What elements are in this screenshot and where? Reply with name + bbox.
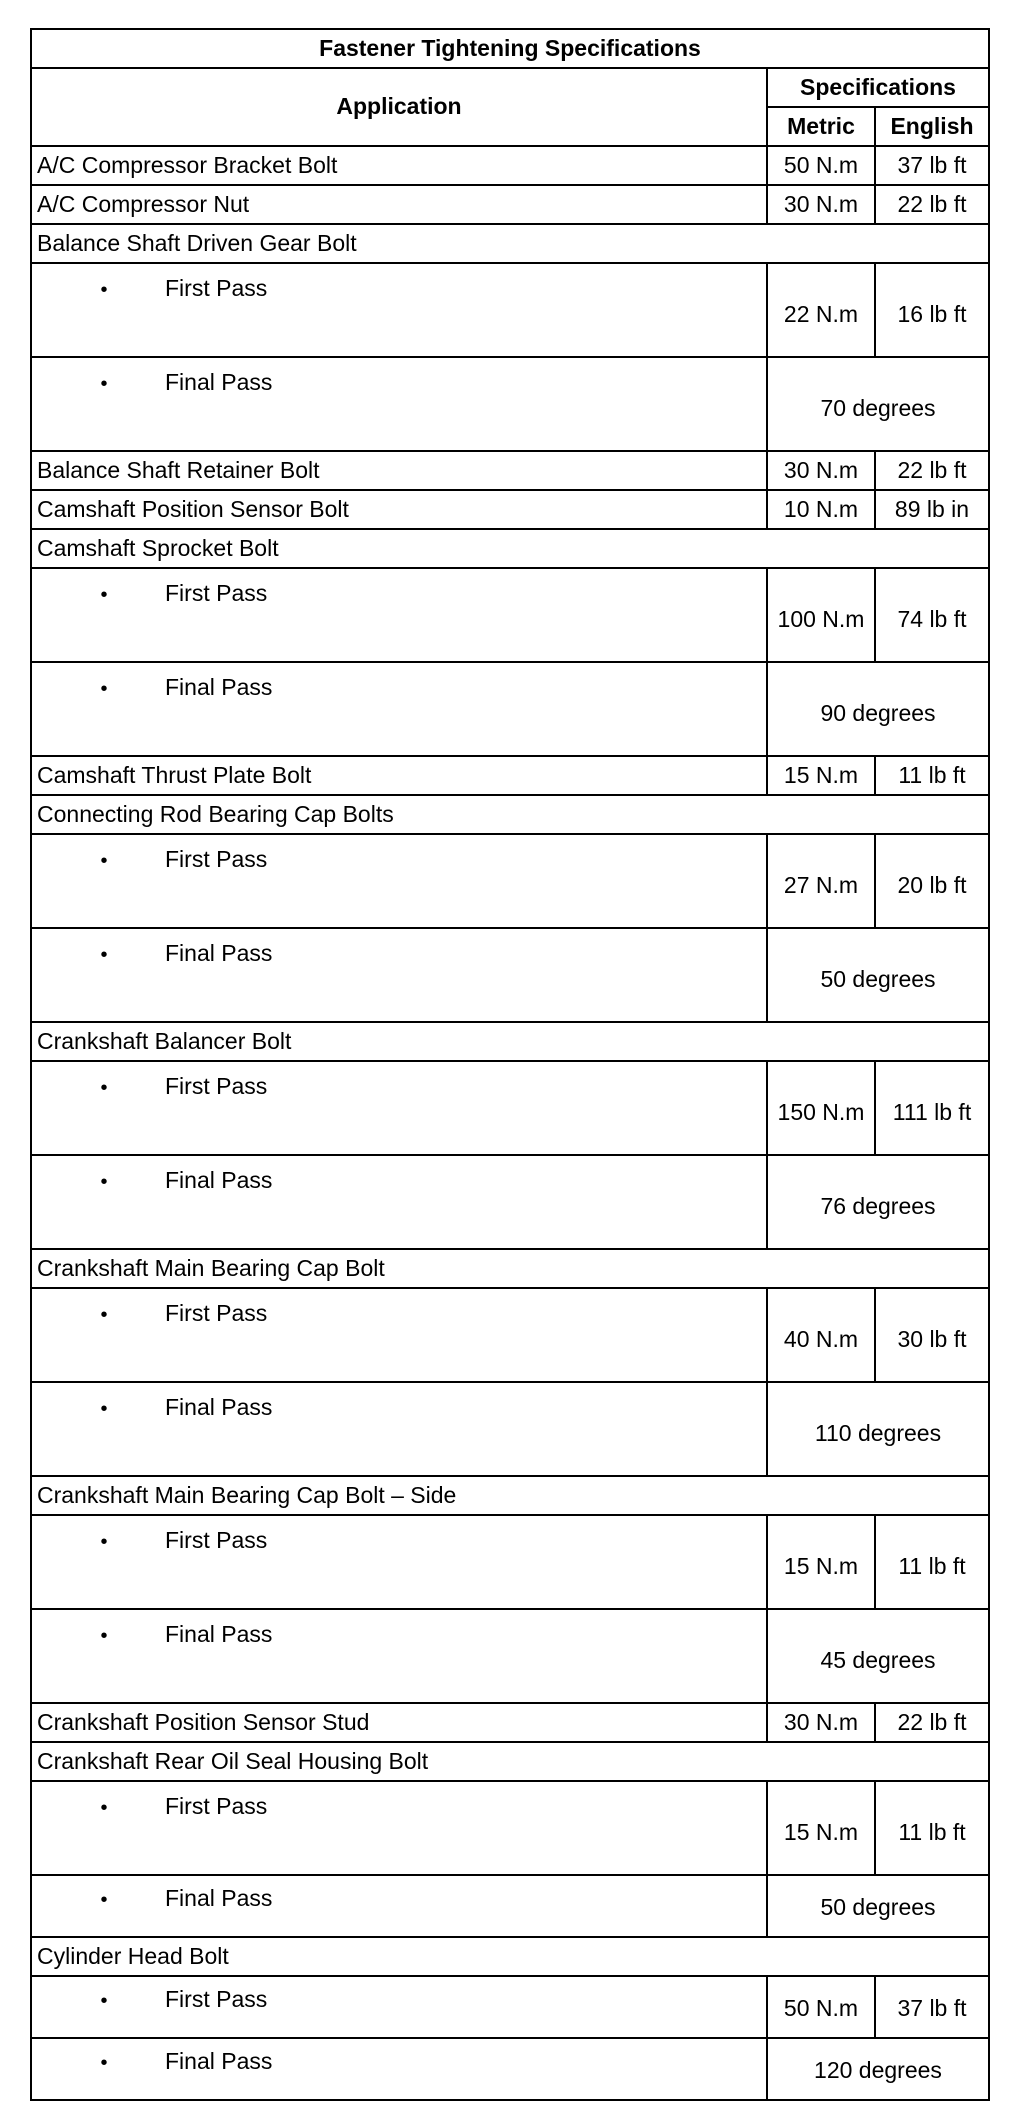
- application-cell: Balance Shaft Retainer Bolt: [31, 451, 767, 490]
- application-cell: Crankshaft Position Sensor Stud: [31, 1703, 767, 1742]
- application-cell: [31, 568, 767, 662]
- english-value-cell: 30 lb ft: [875, 1288, 989, 1382]
- metric-value-cell: 15 N.m: [767, 1515, 875, 1609]
- angle-spec-cell: 70 degrees: [767, 357, 989, 451]
- english-value-cell: 37 lb ft: [875, 1976, 989, 2038]
- metric-value-cell: 30 N.m: [767, 185, 875, 224]
- application-cell: A/C Compressor Nut: [31, 185, 767, 224]
- pass-label: First Pass: [165, 846, 268, 872]
- angle-spec-cell: 90 degrees: [767, 662, 989, 756]
- table-row: [31, 1937, 989, 1976]
- bullet-icon: •: [100, 373, 108, 395]
- table-row: [31, 2038, 989, 2100]
- pass-label: First Pass: [165, 1073, 268, 1099]
- application-cell: Camshaft Thrust Plate Bolt: [31, 756, 767, 795]
- metric-header: Metric: [767, 107, 875, 146]
- pass-label: First Pass: [165, 1527, 268, 1553]
- pass-label: Final Pass: [165, 1167, 273, 1193]
- metric-value-cell: 50 N.m: [767, 146, 875, 185]
- metric-value-cell: 40 N.m: [767, 1288, 875, 1382]
- application-cell: [31, 834, 767, 928]
- application-cell: [31, 1976, 767, 2038]
- table-row: [31, 451, 989, 490]
- group-application-cell: Crankshaft Balancer Bolt: [31, 1022, 989, 1061]
- application-cell: [31, 357, 767, 451]
- english-value-cell: 11 lb ft: [875, 1515, 989, 1609]
- table-row: [31, 357, 989, 451]
- table-row: [31, 1742, 989, 1781]
- pass-label: Final Pass: [165, 2048, 273, 2074]
- group-application-cell: Balance Shaft Driven Gear Bolt: [31, 224, 989, 263]
- table-row: [31, 1249, 989, 1288]
- bullet-icon: •: [100, 1077, 108, 1099]
- angle-spec-cell: 50 degrees: [767, 928, 989, 1022]
- metric-value-cell: 150 N.m: [767, 1061, 875, 1155]
- pass-label: First Pass: [165, 275, 268, 301]
- application-cell: [31, 662, 767, 756]
- group-application-cell: Cylinder Head Bolt: [31, 1937, 989, 1976]
- bullet-icon: •: [100, 1531, 108, 1553]
- application-cell: [31, 928, 767, 1022]
- table-row: [31, 263, 989, 357]
- pass-label: First Pass: [165, 1300, 268, 1326]
- table-row: [31, 568, 989, 662]
- table-row: [31, 756, 989, 795]
- group-application-cell: Connecting Rod Bearing Cap Bolts: [31, 795, 989, 834]
- table-row: [31, 795, 989, 834]
- table-row: [31, 1155, 989, 1249]
- angle-spec-cell: 110 degrees: [767, 1382, 989, 1476]
- table-title-row: [31, 29, 989, 68]
- bullet-icon: •: [100, 678, 108, 700]
- table-row: [31, 146, 989, 185]
- metric-value-cell: 30 N.m: [767, 1703, 875, 1742]
- application-cell: [31, 1875, 767, 1937]
- table-row: [31, 185, 989, 224]
- application-cell: [31, 1288, 767, 1382]
- header-row-top: [31, 68, 989, 107]
- table-row: [31, 662, 989, 756]
- bullet-icon: •: [100, 584, 108, 606]
- english-header: English: [875, 107, 989, 146]
- bullet-icon: •: [100, 1625, 108, 1647]
- table-row: [31, 1061, 989, 1155]
- pass-label: Final Pass: [165, 1885, 273, 1911]
- table-row: [31, 224, 989, 263]
- english-value-cell: 111 lb ft: [875, 1061, 989, 1155]
- bullet-icon: •: [100, 279, 108, 301]
- english-value-cell: 89 lb in: [875, 490, 989, 529]
- english-value-cell: 11 lb ft: [875, 756, 989, 795]
- bullet-icon: •: [100, 1398, 108, 1420]
- group-application-cell: Crankshaft Main Bearing Cap Bolt: [31, 1249, 989, 1288]
- angle-spec-cell: 45 degrees: [767, 1609, 989, 1703]
- bullet-icon: •: [100, 2052, 108, 2074]
- table-row: [31, 529, 989, 568]
- table-row: [31, 834, 989, 928]
- application-cell: A/C Compressor Bracket Bolt: [31, 146, 767, 185]
- group-application-cell: Crankshaft Rear Oil Seal Housing Bolt: [31, 1742, 989, 1781]
- table-row: [31, 928, 989, 1022]
- metric-value-cell: 22 N.m: [767, 263, 875, 357]
- bullet-icon: •: [100, 1797, 108, 1819]
- pass-label: Final Pass: [165, 940, 273, 966]
- table-row: [31, 1703, 989, 1742]
- bullet-icon: •: [100, 1889, 108, 1911]
- english-value-cell: 22 lb ft: [875, 1703, 989, 1742]
- table-row: [31, 1976, 989, 2038]
- metric-value-cell: 30 N.m: [767, 451, 875, 490]
- pass-label: Final Pass: [165, 674, 273, 700]
- angle-spec-cell: 120 degrees: [767, 2038, 989, 2100]
- group-application-cell: Camshaft Sprocket Bolt: [31, 529, 989, 568]
- bullet-icon: •: [100, 850, 108, 872]
- english-value-cell: 11 lb ft: [875, 1781, 989, 1875]
- english-value-cell: 16 lb ft: [875, 263, 989, 357]
- table-row: [31, 1022, 989, 1061]
- table-row: [31, 1609, 989, 1703]
- application-header: Application: [31, 68, 767, 146]
- bullet-icon: •: [100, 944, 108, 966]
- angle-spec-cell: 76 degrees: [767, 1155, 989, 1249]
- application-cell: [31, 1609, 767, 1703]
- pass-label: Final Pass: [165, 1394, 273, 1420]
- metric-value-cell: 15 N.m: [767, 1781, 875, 1875]
- application-cell: Camshaft Position Sensor Bolt: [31, 490, 767, 529]
- application-cell: [31, 1155, 767, 1249]
- application-cell: [31, 1515, 767, 1609]
- application-cell: [31, 1382, 767, 1476]
- table-row: [31, 1382, 989, 1476]
- metric-value-cell: 27 N.m: [767, 834, 875, 928]
- table-title: Fastener Tightening Specifications: [31, 29, 989, 68]
- table-row: [31, 1875, 989, 1937]
- metric-value-cell: 10 N.m: [767, 490, 875, 529]
- metric-value-cell: 50 N.m: [767, 1976, 875, 2038]
- english-value-cell: 37 lb ft: [875, 146, 989, 185]
- pass-label: Final Pass: [165, 1621, 273, 1647]
- application-cell: [31, 2038, 767, 2100]
- english-value-cell: 22 lb ft: [875, 185, 989, 224]
- metric-value-cell: 15 N.m: [767, 756, 875, 795]
- fastener-spec-table: [30, 28, 990, 2101]
- application-cell: [31, 1061, 767, 1155]
- table-row: [31, 1476, 989, 1515]
- metric-value-cell: 100 N.m: [767, 568, 875, 662]
- angle-spec-cell: 50 degrees: [767, 1875, 989, 1937]
- group-application-cell: Crankshaft Main Bearing Cap Bolt – Side: [31, 1476, 989, 1515]
- pass-label: First Pass: [165, 580, 268, 606]
- pass-label: First Pass: [165, 1986, 268, 2012]
- spec-table-body: [31, 146, 989, 2100]
- bullet-icon: •: [100, 1990, 108, 2012]
- pass-label: First Pass: [165, 1793, 268, 1819]
- english-value-cell: 74 lb ft: [875, 568, 989, 662]
- application-cell: [31, 263, 767, 357]
- table-row: [31, 490, 989, 529]
- table-row: [31, 1288, 989, 1382]
- bullet-icon: •: [100, 1304, 108, 1326]
- bullet-icon: •: [100, 1171, 108, 1193]
- pass-label: Final Pass: [165, 369, 273, 395]
- application-cell: [31, 1781, 767, 1875]
- table-row: [31, 1781, 989, 1875]
- english-value-cell: 22 lb ft: [875, 451, 989, 490]
- table-row: [31, 1515, 989, 1609]
- specifications-header: Specifications: [767, 68, 989, 107]
- english-value-cell: 20 lb ft: [875, 834, 989, 928]
